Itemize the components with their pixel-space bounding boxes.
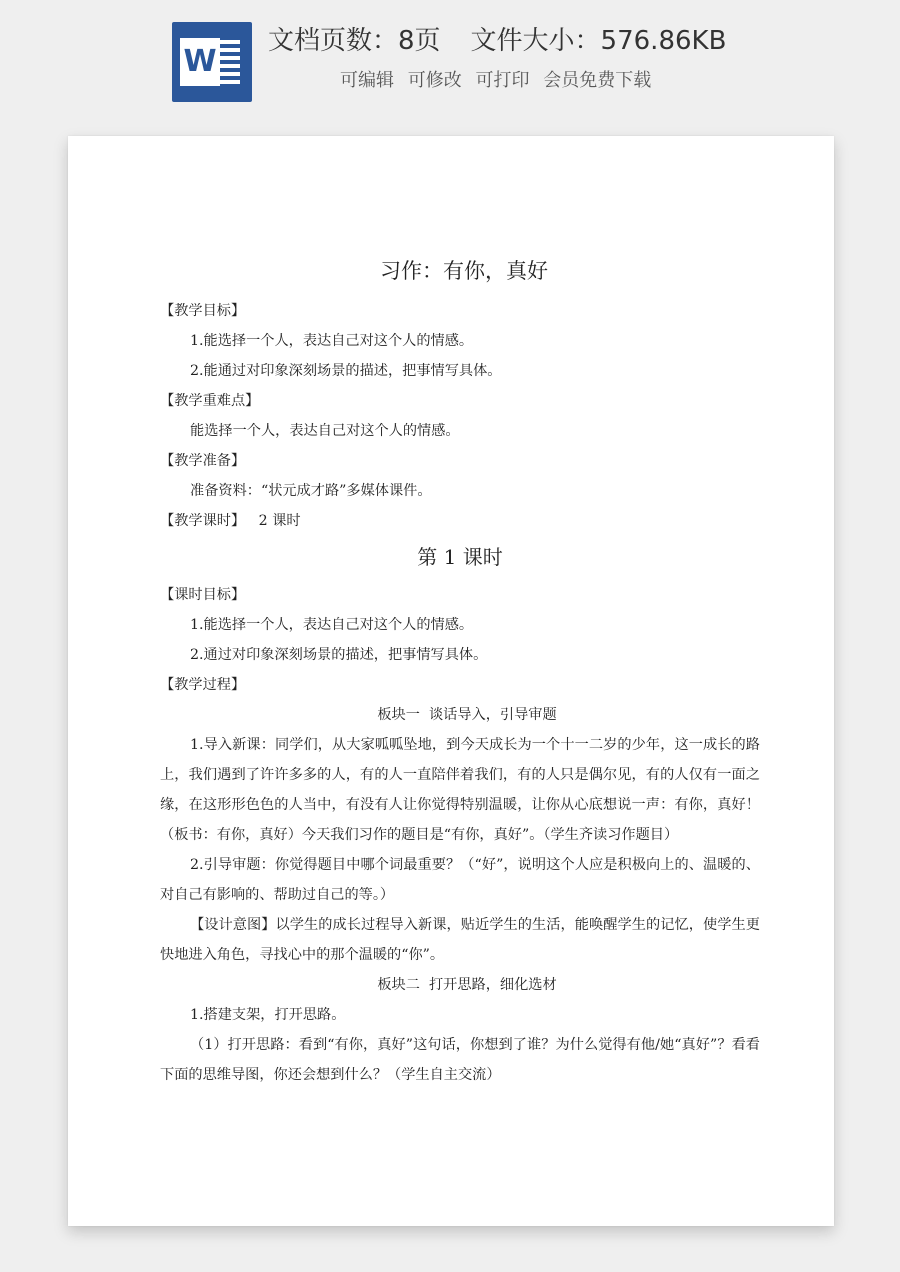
goal-item: 1.能选择一个人，表达自己对这个人的情感。 (190, 333, 474, 349)
page-count: 文档页数：8页 (268, 26, 441, 56)
file-size: 文件大小：576.86KB (470, 26, 727, 56)
class-hours-value: 2 课时 (258, 513, 301, 529)
key-points-text: 能选择一个人，表达自己对这个人的情感。 (190, 423, 460, 439)
preparation-text: 准备资料：“状元成才路”多媒体课件。 (190, 483, 432, 499)
goal-item: 2.能通过对印象深刻场景的描述，把事情写具体。 (190, 363, 502, 379)
lesson-goal-item: 1.能选择一个人，表达自己对这个人的情感。 (190, 617, 474, 633)
key-points-heading: 【教学重难点】 (160, 393, 260, 409)
block2-title: 板块二 打开思路，细化选材 (377, 977, 557, 993)
document-meta (268, 20, 726, 57)
block1-paragraph-intro: 1.导入新课：同学们，从大家呱呱坠地，到今天成长为一个十一二岁的少年，这一成长的路上，我们遇到了许许多多的人，有的人一直陪伴着我们，有的人只是偶尔见，有的人仅有一面之缘，在这形形色色的人当中，有没有人让你觉得特别温暖，让你从心底想说一声：有你，真好！（板书：有你，真好）今天我们习作的题目是“有你，真好”。（学生齐读习作题目） (160, 737, 760, 843)
tag-member-download: 会员免费下载 (543, 70, 652, 91)
document-content (160, 254, 760, 1090)
process-heading: 【教学过程】 (160, 677, 246, 693)
block2-paragraph-step: 1.搭建支架，打开思路。 (190, 1007, 346, 1023)
class-hours-heading: 【教学课时】 (160, 513, 246, 529)
feature-tags (340, 66, 659, 92)
lesson-title: 第 1 课时 (417, 545, 503, 569)
tag-printable: 可打印 (475, 70, 530, 91)
lesson-goals-heading: 【课时目标】 (160, 587, 246, 603)
block1-title: 板块一 谈话导入，引导审题 (377, 707, 557, 723)
class-hours-line (160, 506, 760, 536)
lesson-goal-item: 2.通过对印象深刻场景的描述，把事情写具体。 (190, 647, 488, 663)
download-banner (0, 0, 900, 120)
word-document-icon (172, 22, 252, 102)
document-title: 习作：有你，真好 (380, 259, 548, 283)
block1-paragraph-design: 【设计意图】以学生的成长过程导入新课，贴近学生的生活，能唤醒学生的记忆，使学生更快地进入角色，寻找心中的那个温暖的“你”。 (160, 917, 760, 963)
tag-modifiable: 可修改 (407, 70, 462, 91)
word-icon-letter: W (180, 38, 220, 86)
tag-editable: 可编辑 (340, 70, 394, 91)
document-page (68, 136, 834, 1226)
block2-paragraph-ideas: （1）打开思路：看到“有你，真好”这句话，你想到了谁？为什么觉得有他/她“真好”？看看下面的思维导图，你还会想到什么？（学生自主交流） (160, 1037, 760, 1083)
goals-heading: 【教学目标】 (160, 303, 246, 319)
block1-paragraph-topic: 2.引导审题：你觉得题目中哪个词最重要？（“好”，说明这个人应是积极向上的、温暖的、对自己有影响的、帮助过自己的等。） (160, 857, 760, 903)
preparation-heading: 【教学准备】 (160, 453, 246, 469)
